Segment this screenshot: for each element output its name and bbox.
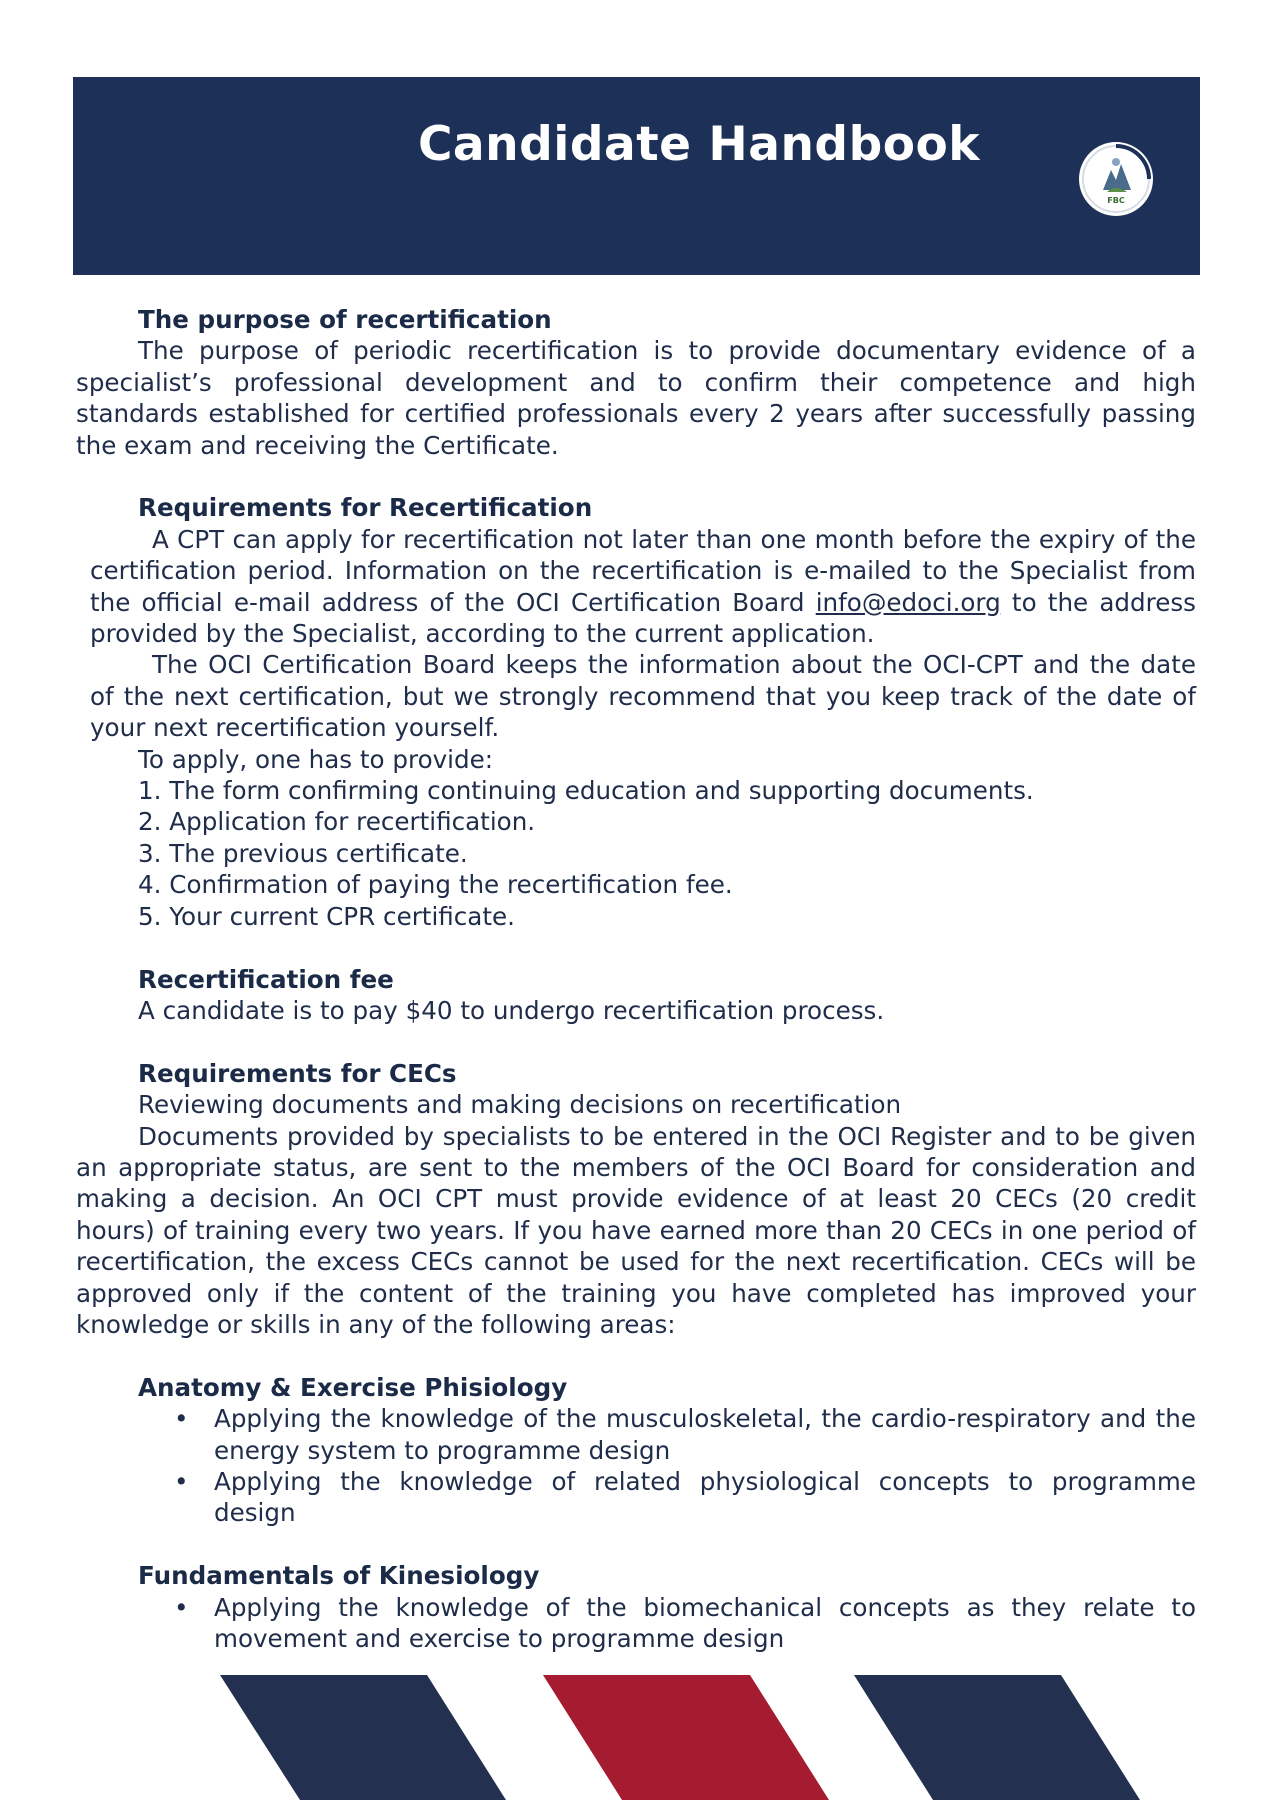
fee-heading: Recertification fee	[138, 964, 394, 994]
cecs-heading: Requirements for CECs	[138, 1058, 457, 1088]
kinesiology-heading: Fundamentals of Kinesiology	[138, 1561, 540, 1591]
requirements-item-4: 4. Confirmation of paying the recertification fee.	[138, 870, 733, 900]
page-title: Candidate Handbook	[417, 117, 981, 172]
requirements-paragraph-1: A CPT can apply for recertification not later than one month before the expiry of the certification period. Information on the recertification is e-mailed to the Specialist from the official e-mail address of the OCI Certification Board info@edoci.org to the address provided by the Specialist, according to the current application.	[90, 524, 1196, 649]
kinesiology-list	[76, 1592, 1196, 1655]
requirements-item-3: 3. The previous certificate.	[138, 838, 468, 868]
cecs-text: Documents provided by specialists to be entered in the OCI Register and to be given an appropriate status, are sent to the members of the OCI Board for consideration and making a decision. An OCI CPT must provide evidence of at least 20 CECs (20 credit hours) of training every two years. If you have earned more than 20 CECs in one period of recertification, the excess CECs cannot be used for the next recertification. CECs will be approved only if the content of the training you have completed has improved your knowledge or skills in any of the following areas:	[76, 1121, 1196, 1339]
requirements-intro: To apply, one has to provide:	[138, 744, 494, 774]
cecs-subheading: Reviewing documents and making decisions on recertification	[138, 1090, 902, 1120]
logo-text: FBC	[1107, 196, 1125, 205]
footer-stripe-navy-right	[854, 1675, 1140, 1800]
list-item: • Applying the knowledge of the musculoskeletal, the cardio-respiratory and the energy system to programme design	[214, 1403, 1196, 1466]
requirements-item-1: 1. The form confirming continuing education and supporting documents.	[138, 776, 1034, 806]
anatomy-heading: Anatomy & Exercise Phisiology	[138, 1372, 568, 1402]
requirements-heading: Requirements for Recertification	[138, 493, 593, 523]
requirements-item-2: 2. Application for recertification.	[138, 807, 536, 837]
purpose-heading: The purpose of recertification	[138, 305, 552, 334]
purpose-text: The purpose of periodic recertification is to provide documentary evidence of a specialist’s professional development and to confirm their competence and high standards established for certified professionals every 2 years after successfully passing the exam and receiving the Certificate.	[76, 336, 1196, 460]
requirements-paragraph-2: The OCI Certification Board keeps the information about the OCI-CPT and the date of the next certification, but we strongly recommend that you keep track of the date of your next recertification yourself.	[90, 650, 1196, 743]
requirements-block	[76, 524, 1196, 775]
footer-stripe-red	[543, 1675, 829, 1800]
header-banner	[73, 77, 1200, 275]
list-item: • Applying the knowledge of related physiological concepts to programme design	[214, 1466, 1196, 1529]
list-item: • Applying the knowledge of the biomechanical concepts as they relate to movement and exercise to programme design	[214, 1592, 1196, 1655]
footer-stripe-navy-left	[220, 1675, 506, 1800]
footer-stripes	[0, 1675, 1272, 1800]
email-link[interactable]: info@edoci.org	[815, 587, 1001, 617]
requirements-item-5: 5. Your current CPR certificate.	[138, 901, 515, 931]
anatomy-list	[76, 1403, 1196, 1529]
organization-logo	[1077, 140, 1155, 218]
document-body	[76, 304, 1196, 1654]
fee-text: A candidate is to pay $40 to undergo recertification process.	[138, 995, 885, 1025]
